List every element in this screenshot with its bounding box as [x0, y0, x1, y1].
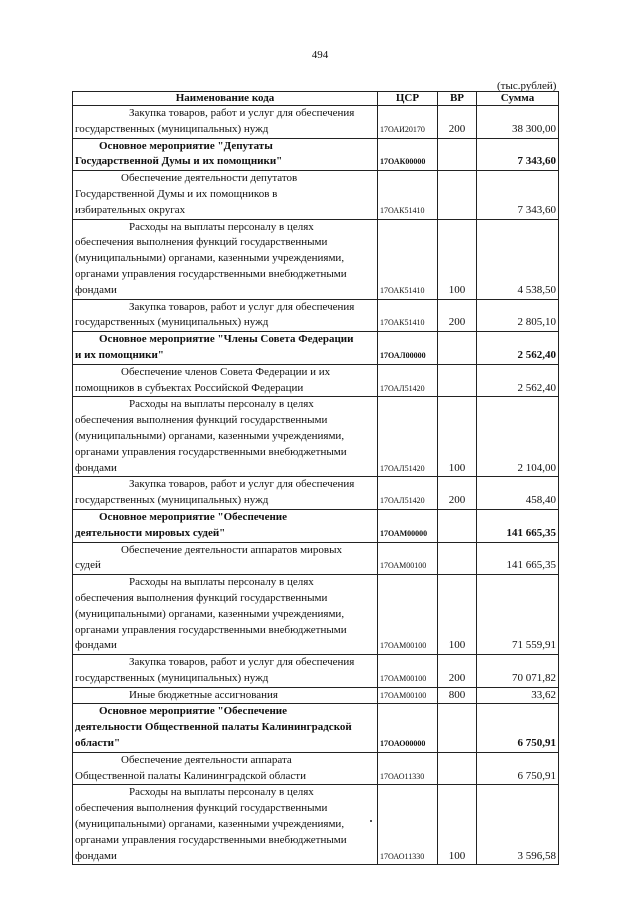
- row-name-line: Основное мероприятие "Члены Совета Федерации: [99, 333, 354, 346]
- row-name-line: Государственной Думы и их помощники": [75, 155, 283, 168]
- row-name-line: Основное мероприятие "Депутаты: [99, 139, 273, 152]
- row-csr: 17ОАМ00100: [378, 542, 438, 575]
- row-name-line: органами управления государственными внебюджетными: [75, 833, 347, 846]
- row-name-line: органами управления государственными внебюджетными: [75, 267, 347, 280]
- row-csr: 17ОАК00000: [378, 138, 438, 171]
- row-csr: 17ОАЛ51420: [378, 477, 438, 510]
- row-name-line: области": [75, 737, 121, 750]
- row-name-line: обеспечения выполнения функций государственными: [75, 414, 328, 427]
- row-vr: [438, 509, 477, 542]
- row-vr: 100: [438, 575, 477, 655]
- row-name-line: и их помощники": [75, 348, 164, 361]
- row-name-line: органами управления государственными внебюджетными: [75, 445, 347, 458]
- row-sum: 141 665,35: [477, 542, 559, 575]
- row-name-line: помощников в субъектах Российской Федерации: [75, 381, 304, 394]
- header-sum: Сумма: [477, 92, 559, 106]
- row-name-line: обеспечения выполнения функций государственными: [75, 802, 328, 815]
- table-body: [73, 106, 559, 865]
- row-sum: 33,62: [477, 687, 559, 704]
- row-sum: 7 343,60: [477, 138, 559, 171]
- row-csr: 17ОАИ20170: [378, 106, 438, 139]
- row-name-line: Закупка товаров, работ и услуг для обеспечения: [129, 656, 355, 669]
- row-vr: [438, 138, 477, 171]
- row-vr: [438, 364, 477, 397]
- row-sum: 38 300,00: [477, 106, 559, 139]
- table-row: [73, 299, 559, 332]
- table-row: [73, 171, 559, 219]
- row-name-line: Иные бюджетные ассигнования: [129, 688, 278, 701]
- table-row: [73, 364, 559, 397]
- row-vr: [438, 171, 477, 219]
- row-sum: 141 665,35: [477, 509, 559, 542]
- row-vr: 200: [438, 655, 477, 688]
- row-name: [73, 542, 378, 575]
- row-name-line: избирательных округах: [75, 203, 186, 216]
- table-row: [73, 397, 559, 477]
- page-number: 494: [311, 49, 329, 61]
- row-sum: 2 562,40: [477, 364, 559, 397]
- row-csr: 17ОАК51410: [378, 219, 438, 299]
- row-sum: 2 805,10: [477, 299, 559, 332]
- row-name-line: Обеспечение деятельности аппарата: [121, 753, 292, 766]
- row-sum: 6 750,91: [477, 752, 559, 785]
- header-csr: ЦСР: [378, 92, 438, 106]
- row-csr: 17ОАЛ00000: [378, 332, 438, 365]
- row-sum: 2 562,40: [477, 332, 559, 365]
- row-vr: [438, 332, 477, 365]
- row-name: [73, 106, 378, 139]
- row-csr: 17ОАК51410: [378, 299, 438, 332]
- table-row: [73, 704, 559, 752]
- row-name-line: государственных (муниципальных) нужд: [75, 494, 269, 507]
- row-vr: [438, 542, 477, 575]
- row-csr: 17ОАМ00000: [378, 509, 438, 542]
- row-name: [73, 397, 378, 477]
- row-name-line: Расходы на выплаты персоналу в целях: [129, 576, 314, 589]
- row-name: [73, 687, 378, 704]
- row-name-line: Обеспечение деятельности аппаратов мировых: [121, 543, 342, 556]
- header-vr: ВР: [438, 92, 477, 106]
- table-row: [73, 219, 559, 299]
- row-vr: [438, 704, 477, 752]
- row-name-line: Общественной палаты Калининградской области: [75, 769, 306, 782]
- row-csr: 17ОАО11330: [378, 752, 438, 785]
- row-name: [73, 575, 378, 655]
- row-name: [73, 509, 378, 542]
- row-name: [73, 364, 378, 397]
- row-sum: 6 750,91: [477, 704, 559, 752]
- budget-table: [72, 91, 559, 865]
- row-name-line: деятельности Общественной палаты Калининградской: [75, 721, 352, 734]
- scan-speck: [370, 820, 372, 822]
- row-vr: 200: [438, 299, 477, 332]
- table-row: [73, 509, 559, 542]
- row-name-line: государственных (муниципальных) нужд: [75, 122, 269, 135]
- row-name: [73, 299, 378, 332]
- table-row: [73, 138, 559, 171]
- row-csr: 17ОАО00000: [378, 704, 438, 752]
- table-row: [73, 752, 559, 785]
- row-sum: 71 559,91: [477, 575, 559, 655]
- row-csr: 17ОАО11330: [378, 785, 438, 865]
- row-name-line: органами управления государственными внебюджетными: [75, 623, 347, 636]
- row-vr: 200: [438, 106, 477, 139]
- row-name: [73, 704, 378, 752]
- row-name: [73, 171, 378, 219]
- row-name-line: Закупка товаров, работ и услуг для обеспечения: [129, 300, 355, 313]
- table-row: [73, 575, 559, 655]
- row-name-line: Расходы на выплаты персоналу в целях: [129, 786, 314, 799]
- row-name-line: Основное мероприятие "Обеспечение: [99, 510, 288, 523]
- row-name-line: судей: [75, 559, 101, 572]
- row-vr: 100: [438, 397, 477, 477]
- row-sum: 7 343,60: [477, 171, 559, 219]
- row-name-line: Расходы на выплаты персоналу в целях: [129, 398, 314, 411]
- row-csr: 17ОАМ00100: [378, 655, 438, 688]
- row-name: [73, 785, 378, 865]
- row-name-line: (муниципальными) органами, казенными учреждениями,: [75, 429, 345, 442]
- row-name: [73, 477, 378, 510]
- row-name-line: Обеспечение деятельности депутатов: [121, 172, 298, 185]
- row-name: [73, 655, 378, 688]
- row-vr: 100: [438, 219, 477, 299]
- row-sum: 4 538,50: [477, 219, 559, 299]
- row-vr: [438, 752, 477, 785]
- row-name-line: фондами: [75, 461, 117, 474]
- row-name: [73, 752, 378, 785]
- table-row: [73, 332, 559, 365]
- row-name: [73, 332, 378, 365]
- table-row: [73, 106, 559, 139]
- row-name-line: Обеспечение членов Совета Федерации и их: [121, 365, 331, 378]
- row-sum: 458,40: [477, 477, 559, 510]
- row-name-line: (муниципальными) органами, казенными учреждениями,: [75, 818, 345, 831]
- row-name-line: фондами: [75, 639, 117, 652]
- row-csr: 17ОАМ00100: [378, 687, 438, 704]
- row-csr: 17ОАМ00100: [378, 575, 438, 655]
- row-name-line: обеспечения выполнения функций государственными: [75, 236, 328, 249]
- table-row: [73, 477, 559, 510]
- row-vr: 100: [438, 785, 477, 865]
- row-name: [73, 138, 378, 171]
- table-row: [73, 655, 559, 688]
- units-label: (тыс.рублей): [497, 80, 557, 92]
- row-name-line: Закупка товаров, работ и услуг для обеспечения: [129, 478, 355, 491]
- row-name-line: обеспечения выполнения функций государственными: [75, 591, 328, 604]
- row-name-line: (муниципальными) органами, казенными учреждениями,: [75, 252, 345, 265]
- row-name-line: (муниципальными) органами, казенными учреждениями,: [75, 607, 345, 620]
- row-name-line: Государственной Думы и их помощников в: [75, 187, 278, 200]
- row-name-line: Закупка товаров, работ и услуг для обеспечения: [129, 107, 355, 119]
- row-name: [73, 219, 378, 299]
- row-sum: 2 104,00: [477, 397, 559, 477]
- row-name-line: государственных (муниципальных) нужд: [75, 671, 269, 684]
- header-name: Наименование кода: [73, 92, 378, 106]
- table-header-row: [73, 92, 559, 106]
- row-name-line: Расходы на выплаты персоналу в целях: [129, 220, 314, 233]
- table-row: [73, 687, 559, 704]
- row-name-line: деятельности мировых судей": [75, 526, 226, 539]
- row-csr: 17ОАЛ51420: [378, 397, 438, 477]
- row-csr: 17ОАЛ51420: [378, 364, 438, 397]
- row-sum: 70 071,82: [477, 655, 559, 688]
- row-csr: 17ОАК51410: [378, 171, 438, 219]
- table-row: [73, 542, 559, 575]
- row-name-line: фондами: [75, 849, 117, 862]
- table-row: [73, 785, 559, 865]
- row-name-line: государственных (муниципальных) нужд: [75, 316, 269, 329]
- row-name-line: фондами: [75, 283, 117, 296]
- row-sum: 3 596,58: [477, 785, 559, 865]
- row-vr: 200: [438, 477, 477, 510]
- row-vr: 800: [438, 687, 477, 704]
- row-name-line: Основное мероприятие "Обеспечение: [99, 705, 288, 718]
